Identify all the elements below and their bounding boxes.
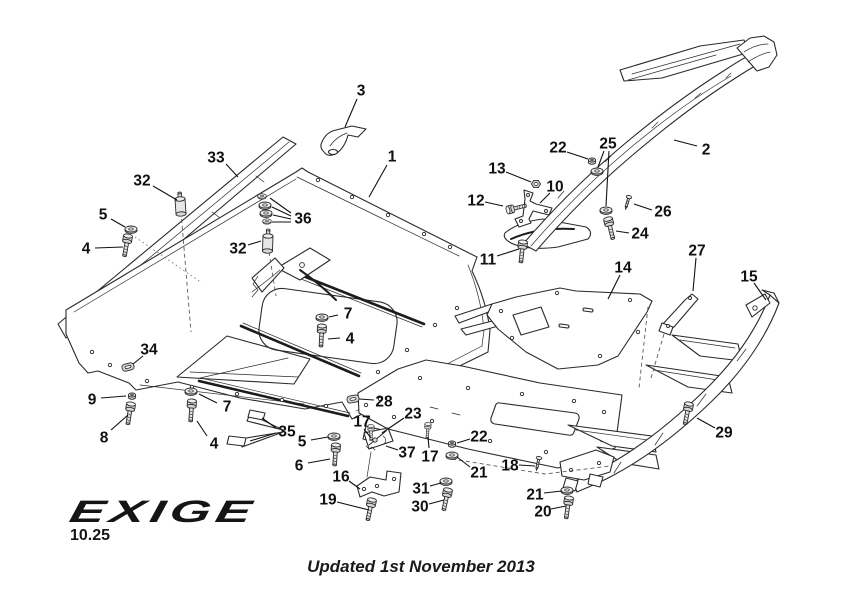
leader-line-6-29 (308, 459, 330, 463)
part-14-rear-undertray (455, 288, 652, 369)
parts-line-art (58, 36, 779, 497)
leader-line-21-42 (544, 491, 562, 493)
callout-label-5-28: 5 (297, 433, 307, 451)
spacer-32a (175, 192, 187, 217)
leader-line-7-25 (199, 394, 217, 403)
part-27-support-strip (659, 294, 698, 335)
leader-line-3-0 (345, 99, 357, 127)
part-3-bracket (321, 126, 366, 155)
callout-label-28-30: 28 (375, 393, 393, 411)
exige-logo-text: EXIGE (66, 494, 184, 529)
callout-label-14-18: 14 (614, 259, 632, 277)
callout-label-1-7: 1 (387, 148, 397, 166)
leader-line-33-1 (226, 164, 238, 177)
callout-label-4-26: 4 (209, 435, 219, 453)
nut-9 (128, 393, 135, 399)
callout-label-12-12: 12 (467, 192, 485, 210)
washer-36c (260, 210, 272, 217)
exige-logo (67, 494, 260, 529)
callout-label-8-24: 8 (99, 429, 109, 447)
leader-line-31-38 (430, 483, 441, 486)
callout-label-36-5: 36 (294, 210, 312, 228)
leader-line-9-23 (101, 396, 126, 398)
washer-5b (328, 433, 340, 440)
leader-line-2-16 (674, 140, 697, 146)
leader-line-1-7 (369, 165, 387, 197)
callout-label-24-14: 24 (631, 225, 649, 243)
washer-7b (185, 388, 197, 395)
leader-line-4-4 (95, 247, 123, 248)
leader-line-5-28 (311, 437, 328, 440)
callout-label-19-41: 19 (319, 491, 337, 509)
callout-label-29-44: 29 (715, 424, 733, 442)
callout-label-4-21: 4 (345, 330, 355, 348)
bolt-4b (186, 399, 197, 422)
leader-line-30-39 (429, 500, 444, 504)
callout-label-20-43: 20 (534, 503, 552, 521)
callout-label-23-32: 23 (404, 405, 422, 423)
leader-line-12-12 (485, 202, 503, 206)
bolt-4a (120, 233, 133, 257)
washer-7a (316, 314, 328, 321)
bolt-24 (603, 216, 617, 240)
washer-25b (600, 207, 612, 214)
callout-label-7-25: 7 (222, 398, 232, 416)
callout-label-21-42: 21 (526, 486, 544, 504)
callout-label-30-39: 30 (411, 498, 429, 516)
callout-label-10-11: 10 (546, 178, 564, 196)
callout-label-2-16: 2 (701, 141, 711, 159)
part-16-bracket (357, 471, 401, 497)
callout-label-17-34: 17 (421, 448, 439, 466)
callout-label-16-40: 16 (332, 468, 350, 486)
screw-26 (623, 195, 632, 210)
washer-5a (125, 226, 137, 233)
callout-label-15-19: 15 (740, 268, 758, 286)
callout-label-3-0: 3 (356, 82, 366, 100)
leader-line-27-17 (693, 258, 696, 291)
bolt-8 (123, 401, 135, 425)
leader-line-11-15 (497, 249, 519, 256)
bolt-6 (330, 443, 341, 466)
callout-label-31-38: 31 (412, 480, 430, 498)
callout-label-32-2: 32 (133, 172, 151, 190)
callout-label-27-17: 27 (688, 242, 706, 260)
section-number: 10.25 (70, 527, 111, 544)
callout-label-11-15: 11 (479, 251, 497, 269)
callout-label-22-8: 22 (549, 139, 567, 157)
callout-label-22-35: 22 (470, 428, 488, 446)
nut-22b (448, 441, 455, 447)
washer-21a (446, 452, 458, 459)
callout-label-34-22: 34 (140, 341, 158, 359)
washer-36b (259, 202, 271, 209)
callout-label-33-1: 33 (207, 149, 225, 167)
washer-31 (440, 478, 452, 485)
washer-36a (258, 194, 267, 199)
leader-line-37-33 (386, 446, 398, 450)
leader-line-29-44 (697, 418, 715, 428)
part-35-stay-bracket (227, 410, 283, 447)
callout-label-13-10: 13 (488, 160, 506, 178)
bolt-20 (562, 495, 574, 519)
callout-label-18-37: 18 (501, 457, 519, 475)
washer-21b (561, 487, 573, 494)
leader-line-8-24 (111, 415, 128, 430)
grommet-22a (588, 158, 595, 164)
callout-label-25-9: 25 (599, 135, 617, 153)
page-footer (66, 491, 536, 576)
callout-label-9-23: 9 (87, 391, 97, 409)
callout-label-35-27: 35 (278, 423, 296, 441)
callout-label-32-6: 32 (229, 240, 247, 258)
leader-line-4-26 (197, 421, 207, 436)
bolt-11 (516, 240, 527, 264)
callout-label-21-36: 21 (470, 464, 488, 482)
nut-13 (532, 180, 541, 187)
callout-label-5-3: 5 (98, 206, 108, 224)
washer-36d (263, 219, 272, 224)
callout-label-37-33: 37 (398, 444, 416, 462)
leader-line-20-43 (551, 506, 566, 509)
leader-line-19-41 (337, 502, 369, 510)
callout-label-7-20: 7 (343, 305, 353, 323)
leader-line-5-3 (111, 219, 125, 227)
callout-label-4-4: 4 (81, 240, 91, 258)
callout-label-26-13: 26 (654, 203, 672, 221)
callout-label-17-31: 17 (353, 413, 371, 431)
callout-label-6-29: 6 (294, 457, 304, 475)
washer-25a (591, 168, 603, 175)
part-2-side-sill-trim (504, 36, 777, 251)
leader-line-13-10 (506, 172, 531, 182)
leader-line-18-37 (519, 465, 535, 466)
leader-line-22-8 (567, 152, 588, 159)
leader-line-32-2 (153, 186, 177, 200)
bolt-30 (439, 487, 453, 511)
leader-line-26-13 (634, 204, 652, 210)
leader-line-24-14 (616, 231, 629, 233)
updated-note: Updated 1st November 2013 (307, 557, 535, 576)
